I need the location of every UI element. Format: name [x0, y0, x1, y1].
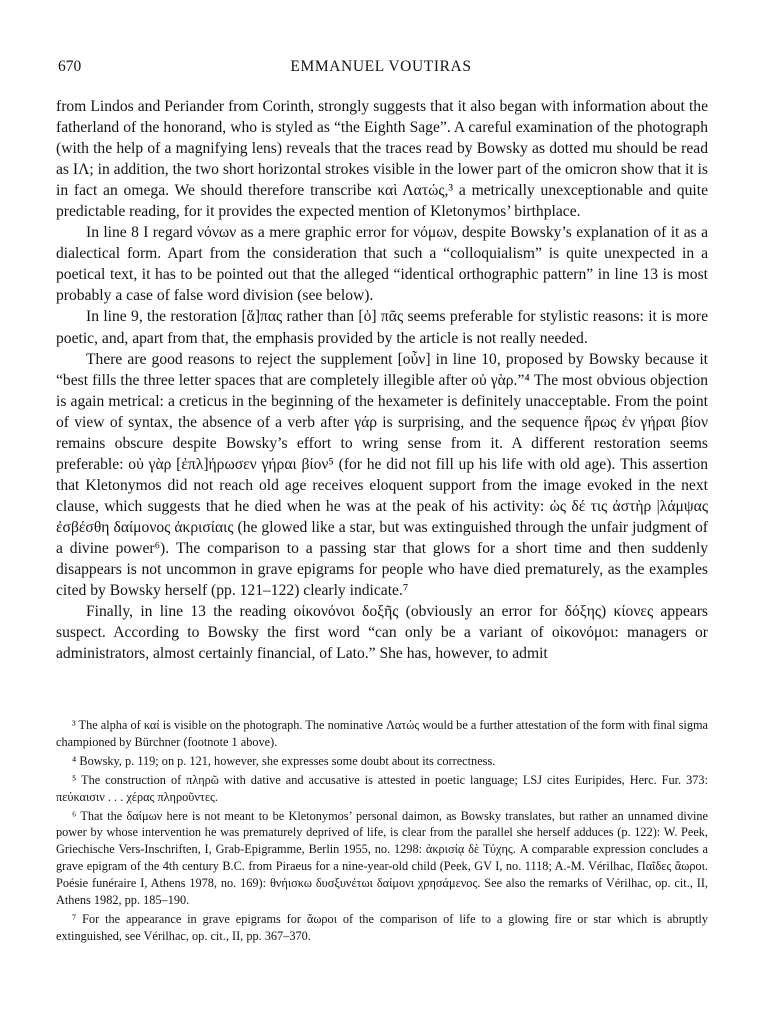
paragraph: In line 9, the restoration [ἅ]πας rather than [ὁ] πᾶς seems preferable for stylistic reasons: it is more poetic, and, apart from that, the emphasis provided by the article is not really needed.	[56, 308, 708, 347]
footnote: ⁵ The construction of πληρῶ with dative and accusative is attested in poetic language; LSJ cites Euripides, Herc. Fur. 373: πεύκαισιν . . . χέρας πληροῦντες.	[56, 772, 708, 804]
footnote: ⁴ Bowsky, p. 119; on p. 121, however, she expresses some doubt about its correctness.	[72, 753, 496, 768]
footnotes	[56, 717, 708, 945]
paragraph: from Lindos and Periander from Corinth, strongly suggests that it also began with information about the fatherland of the honorand, who is styled as “the Eighth Sage”. A careful examination of the photograph (with the help of a magnifying lens) reveals that the traces read by Bowsky as dotted mu should be read as ΙΛ; in addition, the two short horizontal strokes visible in the lower part of the omicron show that it is in fact an omega. We should therefore transcribe καὶ Λατώς,³ a metrically unexceptionable and quite predictable reading, for it provides the expected mention of Kletonymos’ birthplace.	[56, 98, 708, 221]
running-head: EMMANUEL VOUTIRAS	[290, 58, 472, 75]
paragraph: In line 8 I regard νόνων as a mere graphic error for νόμων, despite Bowsky’s explanation of it as a dialectical form. Apart from the consideration that such a “colloquialism” is quite unexpected in a poetical text, it has to be pointed out that the alleged “identical orthographic pattern” in line 13 is most probably a case of false word division (see below).	[56, 224, 708, 305]
main-text	[56, 96, 708, 664]
footnote: ⁷ For the appearance in grave epigrams for ἄωροι of the comparison of life to a glowing fire or star which is abruptly extinguished, see Vérilhac, op. cit., II, pp. 367–370.	[56, 911, 708, 943]
page-header	[58, 58, 704, 80]
footnote: ⁶ That the δαίμων here is not meant to be Kletonymos’ personal daimon, as Bowsky translates, but rather an unnamed divine power by whose intervention he was prematurely deprived of life, is clear from the parallel she herself adduces (p. 122): W. Peek, Griechische Vers-Inschriften, I, Grab-Epigramme, Berlin 1955, no. 1298: ἀκρισίᾳ δὲ Τύχης. A comparable expression concludes a grave epigram of the 4th century B.C. from Piraeus for a nine-year-old child (Peek, GV I, no. 1118; A.-M. Vérilhac, Παῖδες ἄωροι. Poésie funéraire I, Athens 1978, no. 169): θνήισκω δυσξυνέτωι δαίμονι χρησάμενος. See also the remarks of Vérilhac, op. cit., II, Athens 1982, pp. 185–190.	[56, 808, 708, 908]
paragraph: There are good reasons to reject the supplement [οὖν] in line 10, proposed by Bowsky because it “best fills the three letter spaces that are completely illegible after οὐ γὰρ.”⁴ The most obvious objection is again metrical: a creticus in the beginning of the hexameter is definitely unacceptable. From the point of view of syntax, the absence of a verb after γάρ is surprising, and the sequence ἥρως ἐν γήραι βίον remains obscure despite Bowsky’s effort to wring sense from it. A different restoration seems preferable: οὐ γὰρ [ἐπλ]ήρωσεν γήραι βίον⁵ (for he did not fill up his life with old age). This assertion that Kletonymos did not reach old age receives eloquent support from the image evoked in the next clause, which suggests that he died when he was at the peak of his activity: ὡς δέ τις ἀστὴρ |λάμψας ἐσβέσθη δαίμονος ἀκρισίαις (he glowed like a star, but was extinguished through the unfair judgment of a divine power⁶). The comparison to a passing star that glows for a short time and then suddenly disappears is not uncommon in grave epigrams for people who have died prematurely, as the examples cited by Bowsky herself (pp. 121–122) clearly indicate.⁷	[56, 350, 708, 600]
paragraph: Finally, in line 13 the reading οἰκονόνοι δοξῆς (obviously an error for δόξης) κίονες appears suspect. According to Bowsky the first word “can only be a variant of οἰκονόμοι: managers or administrators, almost certainly financial, of Lato.” She has, however, to admit	[56, 603, 708, 663]
page-number: 670	[58, 58, 82, 75]
footnote: ³ The alpha of καί is visible on the photograph. The nominative Λατώς would be a further attestation of the form with final sigma championed by Bürchner (footnote 1 above).	[56, 718, 708, 749]
